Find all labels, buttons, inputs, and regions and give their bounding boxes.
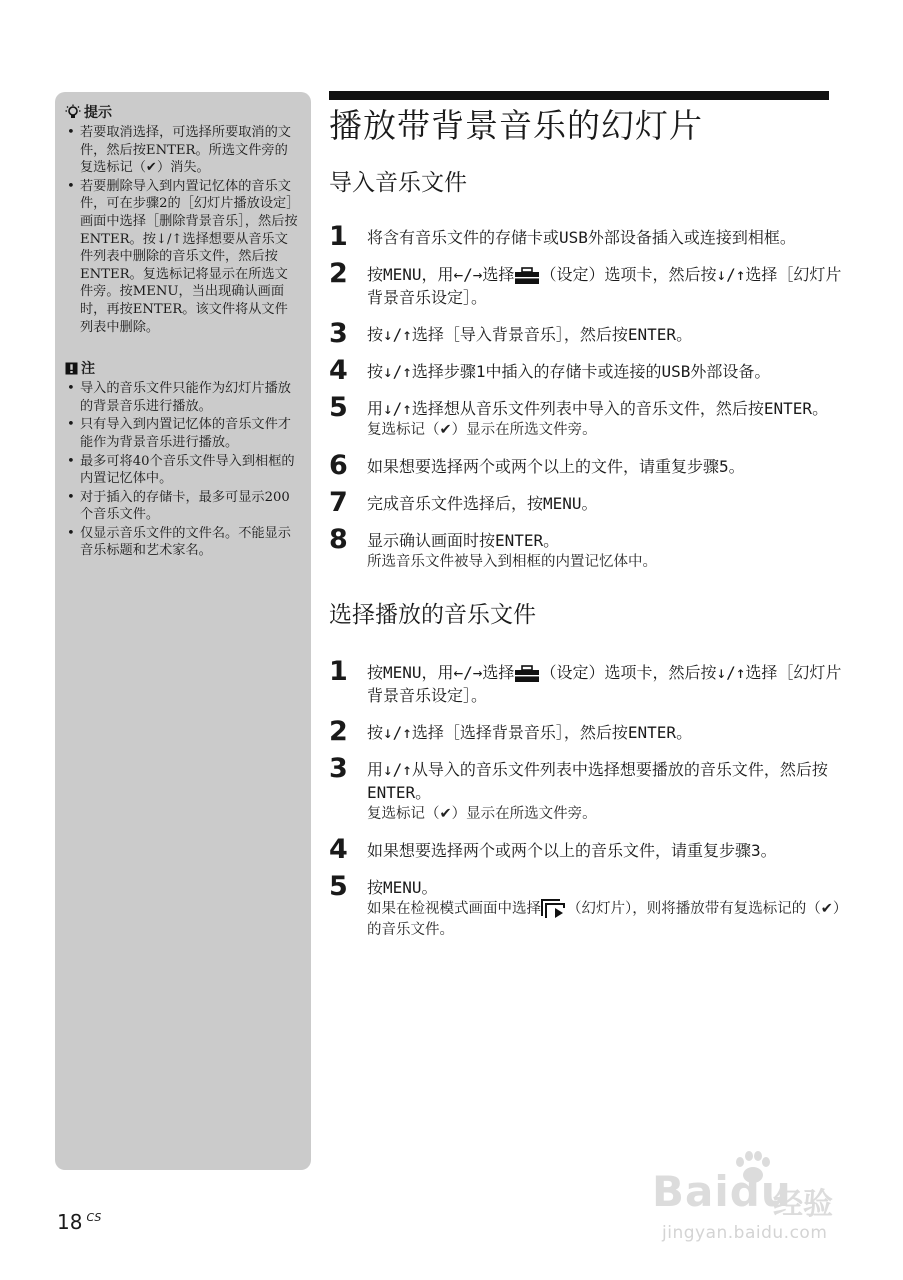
step-text: 按↓/↑选择［导入背景音乐］，然后按ENTER。 [367,325,693,344]
page-number-value: 18 [57,1210,83,1234]
step-number: 5 [329,392,348,423]
step-result: 复选标记（✔）显示在所选文件旁。 [367,806,597,822]
step-item [329,656,849,707]
section-title-import: 导入音乐文件 [329,170,467,196]
step-item [329,716,849,747]
step-result [367,899,849,941]
watermark-url: jingyan.baidu.com [662,1223,828,1243]
tip-heading [65,102,299,122]
tip-item: • 若要删除导入到内置记忆体的音乐文件，可在步骤2的［幻灯片播放设定］画面中选择［删除背景音乐］，然后按ENTER。按↓/↑选择想要从音乐文件列表中删除的音乐文件，然后按ENTER。复选标记将显示在所选文件旁。按MENU，当出现确认画面时，再按ENTER。该文件将从文件列表中删除。 [65,178,299,336]
step-text: 将含有音乐文件的存储卡或USB外部设备插入或连接到相框。 [367,228,796,247]
tip-list [65,124,299,336]
step-text-part: （设定）选项卡，然后按↓/↑选择［幻灯片背景音乐设定］。 [367,265,842,307]
step-item [329,450,849,481]
step-result-part: 如果在检视模式画面中选择 [367,901,541,917]
note-item: • 只有导入到内置记忆体的音乐文件才能作为背景音乐进行播放。 [65,416,299,451]
step-number: 3 [329,753,348,784]
note-heading [65,358,299,378]
step-text: 如果想要选择两个或两个以上的文件，请重复步骤5。 [367,457,745,476]
page-number [57,1210,101,1234]
toolbox-settings-icon [514,665,540,683]
step-result-part: （幻灯片），则将播放带有复选标记的（✔）的音乐文件。 [367,901,848,938]
step-item [329,871,849,941]
baidu-watermark [640,1145,860,1255]
step-item [329,834,849,865]
step-text [367,661,849,707]
step-item [329,487,849,518]
step-text [367,263,849,309]
lightbulb-icon [65,104,81,120]
step-item [329,355,849,386]
step-number: 4 [329,355,348,386]
step-text: 按↓/↑选择步骤1中插入的存储卡或连接的USB外部设备。 [367,362,771,381]
step-text: 按↓/↑选择［选择背景音乐］，然后按ENTER。 [367,723,693,742]
step-number: 1 [329,656,348,687]
tip-item: • 若要取消选择，可选择所要取消的文件，然后按ENTER。所选文件旁的复选标记（✔）消失。 [65,124,299,177]
step-number: 1 [329,221,348,252]
step-text: 完成音乐文件选择后，按MENU。 [367,494,598,513]
toolbox-settings-icon [514,267,540,285]
main-content [329,103,849,941]
step-number: 2 [329,716,348,747]
sidebar-panel [55,92,311,1170]
step-number: 4 [329,834,348,865]
tip-heading-label: 提示 [84,105,112,121]
step-text: 显示确认画面时按ENTER。 [367,531,560,550]
step-text: 用↓/↑选择想从音乐文件列表中导入的音乐文件，然后按ENTER。 [367,399,829,418]
step-item [329,258,849,309]
step-result: 所选音乐文件被导入到相框的内置记忆体中。 [367,554,657,570]
note-item: • 仅显示音乐文件的文件名。不能显示音乐标题和艺术家名。 [65,525,299,560]
step-number: 8 [329,524,348,555]
step-item [329,753,849,825]
step-text: 按MENU。 [367,878,438,897]
note-item: • 导入的音乐文件只能作为幻灯片播放的背景音乐进行播放。 [65,380,299,415]
step-text-part: 按MENU，用←/→选择 [367,663,515,682]
title-rule [329,91,829,100]
step-result: 复选标记（✔）显示在所选文件旁。 [367,422,597,438]
note-heading-label: 注 [81,361,95,378]
step-item [329,392,849,441]
watermark-brand: Baidu [652,1167,792,1216]
step-number: 6 [329,450,348,481]
step-item [329,221,849,252]
note-list [65,380,299,560]
step-text: 如果想要选择两个或两个以上的音乐文件，请重复步骤3。 [367,841,777,860]
note-item: • 对于插入的存储卡，最多可显示200个音乐文件。 [65,489,299,524]
step-item [329,318,849,349]
step-number: 5 [329,871,348,902]
note-item: • 最多可将40个音乐文件导入到相框的内置记忆体中。 [65,453,299,488]
page-title: 播放带背景音乐的幻灯片 [329,106,703,145]
step-text-part: （设定）选项卡，然后按↓/↑选择［幻灯片背景音乐设定］。 [367,663,842,705]
slideshow-icon [541,899,567,919]
note-icon [65,362,78,375]
watermark-brand-cn: 经验 [773,1187,833,1222]
step-number: 2 [329,258,348,289]
step-item [329,524,849,573]
step-text: 用↓/↑从导入的音乐文件列表中选择想要播放的音乐文件，然后按ENTER。 [367,760,828,802]
step-text-part: 按MENU，用←/→选择 [367,265,515,284]
step-number: 7 [329,487,348,518]
step-number: 3 [329,318,348,349]
section-title-select: 选择播放的音乐文件 [329,602,536,628]
language-code: CS [86,1211,102,1224]
